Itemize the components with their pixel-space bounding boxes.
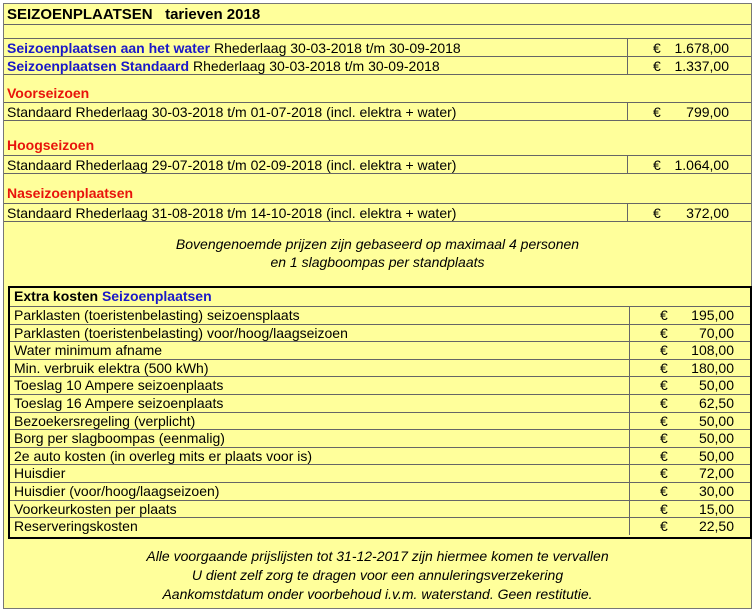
price-amount: 62,50	[698, 395, 734, 411]
price-cell	[629, 307, 750, 324]
currency-symbol: €	[660, 430, 668, 447]
currency-symbol: €	[660, 483, 668, 499]
row-label	[7, 57, 440, 75]
extra-costs-heading-highlight: Seizoenplaatsen	[101, 288, 212, 304]
section-heading-voorseizoen	[4, 84, 751, 102]
price-cell	[629, 413, 750, 430]
price-amount: 108,00	[691, 342, 734, 359]
extra-cost-row	[10, 464, 750, 482]
row-label: Borg per slagboompas (eenmalig)	[14, 430, 225, 447]
currency-symbol: €	[660, 377, 668, 394]
currency-symbol: €	[660, 324, 668, 341]
currency-symbol: €	[660, 342, 668, 359]
footer-note-line: Alle voorgaande prijslijsten tot 31-12-2017 zijn hiermee komen te vervallen	[146, 548, 609, 564]
row-label: 2e auto kosten (in overleg mits er plaats voor is)	[14, 447, 313, 464]
price-cell	[629, 448, 750, 465]
section-heading: Naseizoenplaatsen	[7, 185, 134, 201]
currency-symbol: €	[660, 500, 668, 517]
extra-cost-row	[10, 412, 750, 430]
section-heading-naseizoen	[4, 184, 751, 202]
row-label: Huisdier (voor/hoog/laagseizoen)	[14, 483, 220, 499]
price-row-water	[4, 38, 751, 56]
price-amount: 1.678,00	[674, 40, 729, 56]
extra-costs-table	[8, 286, 752, 539]
row-name: Seizoenplaatsen aan het water	[7, 40, 211, 56]
price-cell	[629, 325, 750, 342]
row-label: Reserveringskosten	[14, 518, 138, 535]
extra-cost-row	[10, 517, 750, 535]
header-row	[4, 4, 751, 25]
price-cell	[629, 501, 750, 518]
row-name: Seizoenplaatsen Standaard	[7, 58, 190, 74]
extra-cost-row	[10, 359, 750, 377]
price-cell	[629, 395, 750, 412]
price-amount: 50,00	[698, 447, 734, 464]
currency-symbol: €	[653, 205, 661, 221]
price-cell	[629, 430, 750, 447]
row-label: Toeslag 10 Ampere seizoenplaats	[14, 377, 224, 394]
extra-cost-row	[10, 482, 750, 500]
price-sheet	[3, 3, 752, 609]
currency-symbol: €	[660, 465, 668, 482]
row-detail: Rhederlaag 30-03-2018 t/m 30-09-2018	[192, 58, 440, 74]
row-detail: Rhederlaag 30-03-2018 t/m 30-09-2018	[213, 40, 461, 56]
row-label: Min. verbruik elektra (500 kWh)	[14, 359, 209, 376]
row-label: Standaard Rhederlaag 30-03-2018 t/m 01-07-2018 (incl. elektra + water)	[7, 104, 457, 120]
price-cell	[629, 342, 750, 359]
row-label: Huisdier	[14, 465, 66, 482]
price-amount: 72,00	[698, 465, 734, 482]
header-subtitle: tarieven 2018	[165, 6, 261, 23]
currency-symbol: €	[660, 359, 668, 376]
currency-symbol: €	[653, 157, 661, 173]
row-label: Bezoekersregeling (verplicht)	[14, 412, 196, 429]
header-title	[7, 4, 260, 25]
row-label: Parklasten (toeristenbelasting) seizoensplaats	[14, 307, 300, 323]
extra-costs-heading-prefix: Extra kosten	[14, 288, 99, 304]
row-label: Voorkeurkosten per plaats	[14, 500, 177, 517]
footer-note-line: U dient zelf zorg te dragen voor een annuleringsverzekering	[191, 567, 564, 583]
price-amount: 1.064,00	[674, 157, 729, 173]
price-row-naseizoen	[4, 203, 751, 222]
section-heading-hoogseizoen	[4, 136, 751, 154]
price-amount: 50,00	[698, 430, 734, 447]
currency-symbol: €	[660, 307, 668, 323]
price-cell	[627, 39, 751, 56]
extra-cost-row	[10, 306, 750, 324]
price-amount: 195,00	[691, 307, 734, 323]
currency-symbol: €	[660, 412, 668, 429]
price-amount: 30,00	[698, 483, 734, 499]
extra-costs-title	[10, 288, 750, 306]
price-row-hoogseizoen	[4, 155, 751, 174]
currency-symbol: €	[653, 58, 661, 74]
price-amount: 50,00	[698, 377, 734, 394]
price-cell	[629, 483, 750, 500]
price-amount: 22,50	[698, 518, 734, 535]
extra-cost-row	[10, 394, 750, 412]
price-cell	[629, 377, 750, 394]
extra-cost-row	[10, 500, 750, 518]
price-amount: 15,00	[698, 500, 734, 517]
section-heading: Voorseizoen	[7, 85, 90, 101]
row-label	[7, 39, 461, 57]
row-label: Standaard Rhederlaag 31-08-2018 t/m 14-10-2018 (incl. elektra + water)	[7, 205, 457, 221]
currency-symbol: €	[660, 395, 668, 411]
price-amount: 180,00	[691, 359, 734, 376]
note-line: Bovengenoemde prijzen zijn gebaseerd op maximaal 4 personen	[175, 236, 580, 252]
header-title-text: SEIZOENPLAATSEN	[7, 6, 153, 23]
price-cell	[629, 360, 750, 377]
extra-cost-row	[10, 376, 750, 394]
row-label: Standaard Rhederlaag 29-07-2018 t/m 02-09-2018 (incl. elektra + water)	[7, 157, 457, 173]
price-amount: 1.337,00	[674, 58, 729, 74]
price-row-standard	[4, 56, 751, 75]
row-label: Toeslag 16 Ampere seizoenplaats	[14, 395, 224, 411]
extra-cost-row	[10, 447, 750, 465]
currency-symbol: €	[660, 447, 668, 464]
price-cell	[629, 518, 750, 535]
price-cell	[627, 156, 751, 173]
price-amount: 50,00	[698, 412, 734, 429]
note-line: en 1 slagboompas per standplaats	[270, 254, 485, 270]
currency-symbol: €	[653, 104, 661, 120]
extra-costs-heading	[14, 288, 212, 305]
price-amount: 70,00	[698, 324, 734, 341]
extra-cost-row	[10, 341, 750, 359]
price-row-voorseizoen	[4, 102, 751, 121]
currency-symbol: €	[660, 518, 668, 535]
price-amount: 372,00	[686, 205, 729, 221]
price-cell	[627, 103, 751, 120]
currency-symbol: €	[653, 40, 661, 56]
row-label: Water minimum afname	[14, 342, 163, 359]
price-cell	[629, 465, 750, 482]
price-cell	[627, 204, 751, 221]
row-label: Parklasten (toeristenbelasting) voor/hoog/laagseizoen	[14, 324, 348, 341]
section-heading: Hoogseizoen	[7, 137, 95, 153]
footer-note-line: Aankomstdatum onder voorbehoud i.v.m. waterstand. Geen restitutie.	[162, 586, 593, 602]
price-cell	[627, 57, 751, 74]
extra-cost-row	[10, 324, 750, 342]
extra-cost-row	[10, 429, 750, 447]
price-amount: 799,00	[686, 104, 729, 120]
